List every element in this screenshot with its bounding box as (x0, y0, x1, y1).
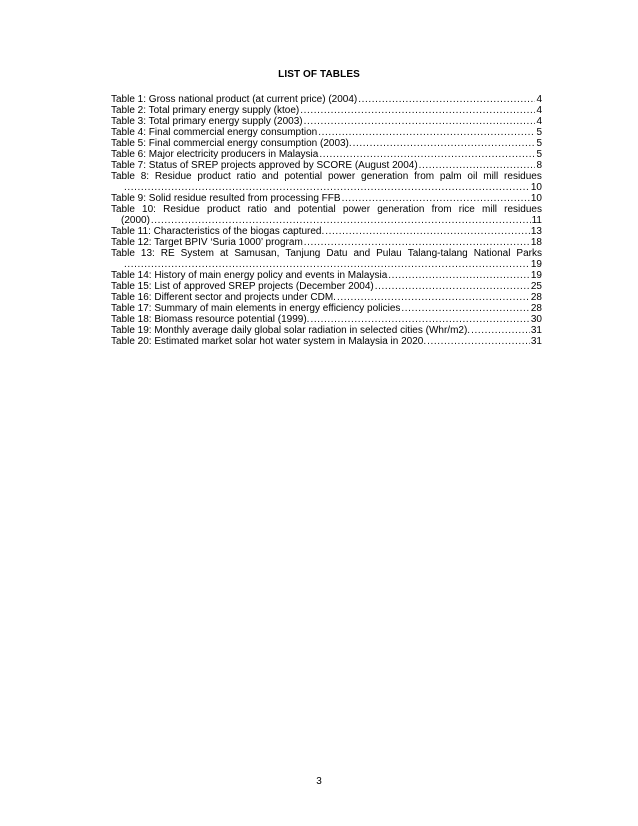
dot-leader (337, 292, 530, 303)
toc-entry-first-line (111, 171, 542, 182)
toc-entry-word: potential (284, 171, 323, 182)
toc-entry-word: 8: (140, 171, 150, 182)
toc-entry-word: Residue (154, 171, 192, 182)
toc-entry[interactable] (111, 248, 542, 270)
toc-entry-word: ratio (247, 204, 267, 215)
toc-entry-label: Table 12: Target BPIV ‘Suria 1000’ program (111, 237, 303, 248)
toc-entry-label: Table 1: Gross national product (at current price) (2004) (111, 94, 358, 105)
toc-entry-label: Table 5: Final commercial energy consumption (2003). (111, 138, 352, 149)
dot-leader (342, 193, 530, 204)
dot-leader (325, 226, 530, 237)
toc-entry-page: 18 (530, 237, 542, 248)
toc-entry-word: product (206, 204, 241, 215)
toc-entry[interactable] (111, 204, 542, 226)
toc-entry-word: Pulau (376, 248, 402, 259)
toc-entry-continuation-text: (2000) (121, 215, 150, 226)
toc-entry-word: mill (483, 171, 499, 182)
toc-entry-label: Table 19: Monthly average daily global solar radiation in selected cities (Whr/m2). (111, 325, 471, 336)
toc-entry-label: Table 3: Total primary energy supply (2003) (111, 116, 303, 127)
toc-entry-label: Table 20: Estimated market solar hot water system in Malaysia in 2020. (111, 336, 427, 347)
toc-entry[interactable] (111, 336, 542, 347)
toc-entry-word: power (342, 204, 371, 215)
toc-entry[interactable] (111, 270, 542, 281)
toc-entry[interactable] (111, 226, 542, 237)
toc-entry-page: 31 (530, 336, 542, 347)
toc-entry-page: 5 (536, 149, 542, 160)
toc-entry-page: 4 (536, 94, 542, 105)
toc-entry[interactable] (111, 303, 542, 314)
dot-leader (419, 160, 536, 171)
toc-entry[interactable] (111, 237, 542, 248)
toc-entry[interactable] (111, 127, 542, 138)
toc-entry-word: RE (160, 248, 175, 259)
toc-entry-word: Parks (516, 248, 542, 259)
dot-leader (304, 237, 530, 248)
dot-leader (427, 336, 530, 347)
toc-entry-word: System (180, 248, 215, 259)
dot-leader (471, 325, 530, 336)
toc-entry-first-line (111, 204, 542, 215)
toc-entry[interactable] (111, 325, 542, 336)
toc-entry-word: power (327, 171, 356, 182)
toc-entry-label: Table 9: Solid residue resulted from processing FFB (111, 193, 341, 204)
toc-entry[interactable] (111, 149, 542, 160)
dot-leader (304, 116, 536, 127)
toc-entry[interactable] (111, 138, 542, 149)
toc-entry-continuation (111, 215, 542, 226)
toc-entry-word: Samusan, (234, 248, 280, 259)
dot-leader (318, 127, 535, 138)
page-number: 3 (316, 776, 322, 787)
toc-entry-page: 28 (530, 303, 542, 314)
toc-entry-page: 8 (536, 160, 542, 171)
toc-entry[interactable] (111, 193, 542, 204)
toc-entry-word: potential (297, 204, 336, 215)
toc-entry-word: Tanjung (285, 248, 321, 259)
toc-entry-page: 13 (530, 226, 542, 237)
toc-entry-page: 11 (531, 215, 542, 226)
toc-entry-label: Table 6: Major electricity producers in Malaysia (111, 149, 319, 160)
toc-entry-word: generation (377, 204, 425, 215)
toc-entry-word: National (473, 248, 511, 259)
toc-entry-page: 31 (530, 325, 542, 336)
dot-leader (401, 303, 529, 314)
toc-entry-word: rice (458, 204, 475, 215)
dot-leader (151, 215, 531, 226)
toc-entry-word: oil (467, 171, 478, 182)
toc-entry-word: Talang-talang (407, 248, 468, 259)
toc-entry-label: Table 11: Characteristics of the biogas captured. (111, 226, 325, 237)
dot-leader (310, 314, 529, 325)
toc-entry-page: 30 (530, 314, 542, 325)
toc-entry-word: ratio (236, 171, 257, 182)
toc-entry[interactable] (111, 105, 542, 116)
dot-leader (300, 105, 535, 116)
toc-entry-label: Table 17: Summary of main elements in energy efficiency policies (111, 303, 401, 314)
toc-entry-label: Table 15: List of approved SREP projects (December 2004) (111, 281, 374, 292)
toc-entry-word: from (414, 171, 435, 182)
toc-entry-word: Table (111, 248, 135, 259)
dot-leader (319, 149, 535, 160)
toc-entry[interactable] (111, 94, 542, 105)
toc-entry-label: Table 4: Final commercial energy consumption (111, 127, 318, 138)
toc-entry-word: 10: (142, 204, 156, 215)
dot-leader (124, 182, 530, 193)
toc-entry-word: residues (504, 204, 542, 215)
toc-entry-word: generation (361, 171, 409, 182)
toc-entry-word: and (353, 248, 371, 259)
toc-entry-page: 4 (536, 116, 542, 127)
toc-entry-word: Residue (163, 204, 200, 215)
toc-entry-word: residues (504, 171, 542, 182)
toc-entry-word: and (274, 204, 291, 215)
dot-leader (375, 281, 530, 292)
toc-entry-word: mill (482, 204, 498, 215)
toc-entry-label: Table 14: History of main energy policy and events in Malaysia (111, 270, 388, 281)
toc-entry-word: product (197, 171, 231, 182)
toc-entry-page: 5 (536, 138, 542, 149)
toc-entry-label: Table 7: Status of SREP projects approved by SCORE (August 2004) (111, 160, 418, 171)
list-of-tables (111, 94, 542, 347)
toc-entry[interactable] (111, 314, 542, 325)
toc-entry-label: Table 18: Biomass resource potential (1999). (111, 314, 310, 325)
toc-entry-first-line (111, 248, 542, 259)
toc-entry-label: Table 2: Total primary energy supply (ktoe) (111, 105, 300, 116)
toc-entry-word: palm (439, 171, 462, 182)
dot-leader (124, 259, 530, 270)
toc-entry-word: from (431, 204, 452, 215)
toc-entry-label: Table 16: Different sector and projects under CDM. (111, 292, 336, 303)
toc-entry-page: 4 (536, 105, 542, 116)
dot-leader (388, 270, 530, 281)
toc-entry-word: Table (111, 171, 135, 182)
toc-entry[interactable] (111, 292, 542, 303)
toc-entry[interactable] (111, 281, 542, 292)
dot-leader (353, 138, 536, 149)
dot-leader (358, 94, 535, 105)
toc-entry-continuation (111, 259, 542, 270)
toc-entry-page: 5 (536, 127, 542, 138)
toc-entry-word: Table (111, 204, 135, 215)
toc-entry-page: 28 (530, 292, 542, 303)
toc-entry-continuation (111, 182, 542, 193)
toc-entry-word: Datu (326, 248, 348, 259)
toc-entry-page: 10 (530, 182, 542, 193)
toc-entry[interactable] (111, 116, 542, 127)
toc-entry-page: 25 (530, 281, 542, 292)
toc-entry-page: 19 (530, 270, 542, 281)
toc-entry-page: 19 (530, 259, 542, 270)
page-title: LIST OF TABLES (278, 69, 360, 80)
toc-entry-page: 10 (530, 193, 542, 204)
toc-entry[interactable] (111, 160, 542, 171)
toc-entry-word: 13: (140, 248, 155, 259)
toc-entry-word: at (220, 248, 229, 259)
toc-entry-word: and (261, 171, 279, 182)
toc-entry[interactable] (111, 171, 542, 193)
